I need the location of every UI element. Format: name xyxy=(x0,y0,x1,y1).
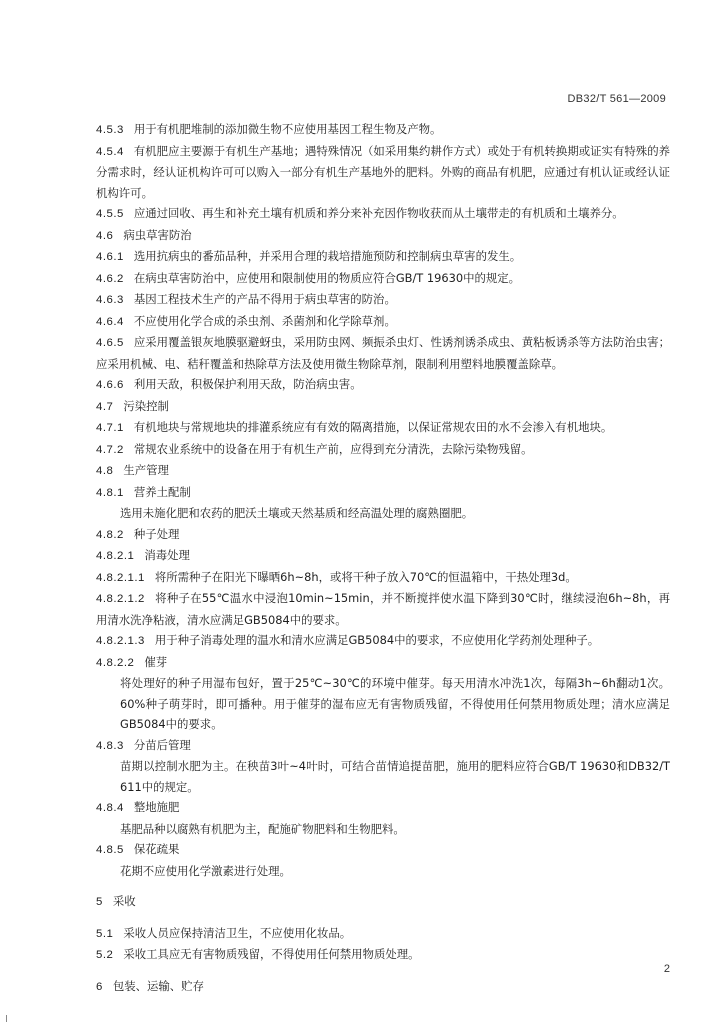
clause-4-8-2-2 xyxy=(96,652,670,674)
clause-paragraph xyxy=(96,503,670,524)
clause-4-8-1 xyxy=(96,482,670,504)
clause-text: 在病虫草害防治中，应使用和限制使用的物质应符合GB/T 19630中的规定。 xyxy=(133,270,521,285)
clause-4-7-1 xyxy=(96,417,670,439)
clause-4-8-5 xyxy=(96,839,670,861)
clause-5-1 xyxy=(96,923,670,945)
clause-text: 不应使用化学合成的杀虫剂、杀菌剂和化学除草剂。 xyxy=(133,313,396,328)
clause-text: 将种子在55℃温水中浸泡10min~15min，并不断搅拌使水温下降到30℃时，继续浸泡6h~8h，再用清水洗净粘液，清水应满足GB5084中的要求。 xyxy=(96,591,670,627)
section-spacer xyxy=(96,913,670,923)
clause-text: 用于有机肥堆制的添加微生物不应使用基因工程生物及产物。 xyxy=(133,122,442,136)
clause-text: 有机肥应主要源于有机生产基地；遇特殊情况（如采用集约耕作方式）或处于有机转换期或证实有特殊的养分需求时，经认证机构许可可以购入一部分有机生产基地外的肥料。外购的商品有机肥，应通过有机认证或经认证机构许可。 xyxy=(96,143,670,200)
clause-4-5-3 xyxy=(96,119,670,141)
clause-number: 4.8.2 xyxy=(96,528,124,541)
clause-text: 包装、运输、贮存 xyxy=(112,978,204,993)
clause-number: 4.5.3 xyxy=(96,124,124,136)
clause-number: 4.6.5 xyxy=(96,337,124,349)
clause-4-8-2-1-3 xyxy=(96,630,670,652)
clause-4-8-2-1-1 xyxy=(96,567,670,589)
clause-4-6-4 xyxy=(96,311,670,333)
clause-number: 4.8.4 xyxy=(96,802,124,814)
clause-text: 苗期以控制水肥为主。在秧苗3叶~4叶时，可结合苗情追提苗肥，施用的肥料应符合GB/T 19630和DB32/T 611中的规定。 xyxy=(120,759,670,794)
clause-number: 5.2 xyxy=(96,949,114,961)
clause-4-6-2 xyxy=(96,268,670,290)
clause-text: 采收人员应保持清洁卫生，不应使用化妆品。 xyxy=(123,925,352,940)
clause-number: 4.7 xyxy=(96,400,114,413)
clause-4-8-2-1-2 xyxy=(96,588,670,630)
clause-text: 保花疏果 xyxy=(133,842,180,856)
clause-4-5-5 xyxy=(96,203,670,225)
clause-4-6-1 xyxy=(96,246,670,268)
clause-paragraph xyxy=(96,819,670,840)
clause-4-7 xyxy=(96,396,670,418)
clause-4-8 xyxy=(96,460,670,482)
clause-text: 营养土配制 xyxy=(133,484,191,499)
standard-code-header: DB32/T 561—2009 xyxy=(567,93,666,105)
clause-number: 4.7.2 xyxy=(96,443,124,456)
clause-text: 常规农业系统中的设备在用于有机生产前，应得到充分清洗，去除污染物残留。 xyxy=(133,441,533,456)
clause-number: 4.6 xyxy=(96,229,114,242)
clause-number: 4.8.3 xyxy=(96,739,124,752)
clause-4-6-6 xyxy=(96,374,670,396)
clause-text: 消毒处理 xyxy=(144,548,190,562)
clause-number: 4.8.2.1.1 xyxy=(96,571,145,584)
scan-mark xyxy=(6,1015,7,1022)
clause-number: 4.5.5 xyxy=(96,208,124,220)
clause-5-2 xyxy=(96,944,670,966)
clause-number: 4.8 xyxy=(96,465,114,477)
clause-text: 将处理好的种子用湿布包好，置于25℃~30℃的环境中催芽。每天用清水冲洗1次，每隔3h~6h翻动1次。60%种子萌芽时，即可播种。用于催芽的湿布应无有害物质残留，不得使用任何禁用物质处理；清水应满足GB5084中的要求。 xyxy=(120,676,670,731)
clause-paragraph xyxy=(96,673,670,735)
clause-number: 4.6.6 xyxy=(96,379,124,391)
clause-text: 分苗后管理 xyxy=(133,737,191,752)
clause-text: 采收工具应无有害物质残留，不得使用任何禁用物质处理。 xyxy=(123,947,420,961)
clause-number: 4.8.1 xyxy=(96,486,124,499)
page-number: 2 xyxy=(663,963,670,975)
clause-number: 4.6.2 xyxy=(96,272,124,285)
clause-number: 4.8.2.1 xyxy=(96,550,135,562)
clause-number: 4.8.2.1.3 xyxy=(96,635,145,647)
clause-4-8-2 xyxy=(96,524,670,546)
clause-text: 选用未施化肥和农药的肥沃土壤或天然基质和经高温处理的腐熟圈肥。 xyxy=(120,506,474,520)
section-spacer xyxy=(96,966,670,976)
clause-text: 整地施肥 xyxy=(133,800,180,814)
clause-text: 应通过回收、再生和补充土壤有机质和养分来补充因作物收获而从土壤带走的有机质和土壤养分。 xyxy=(133,206,624,220)
clause-5 xyxy=(96,891,670,913)
clause-4-5-4 xyxy=(96,141,670,204)
clause-paragraph xyxy=(96,756,670,797)
clause-number: 4.6.1 xyxy=(96,251,124,263)
clause-number: 4.7.1 xyxy=(96,422,124,434)
clause-4-6-5 xyxy=(96,332,670,374)
clause-text: 种子处理 xyxy=(133,526,180,541)
clause-number: 4.8.2.2 xyxy=(96,656,135,669)
clause-number: 4.6.3 xyxy=(96,294,124,306)
clause-6 xyxy=(96,976,670,998)
clause-number: 4.5.4 xyxy=(96,145,124,158)
clause-text: 生产管理 xyxy=(123,463,169,477)
clause-text: 基肥品种以腐熟有机肥为主，配施矿物肥料和生物肥料。 xyxy=(120,821,405,836)
clause-number: 5.1 xyxy=(96,927,114,940)
clause-text: 选用抗病虫的番茄品种，并采用合理的栽培措施预防和控制病虫草害的发生。 xyxy=(133,249,522,263)
clause-number: 4.6.4 xyxy=(96,315,124,328)
clause-4-8-4 xyxy=(96,797,670,819)
clause-number: 4.8.2.1.2 xyxy=(96,593,145,605)
clause-4-6-3 xyxy=(96,289,670,311)
clause-text: 花期不应使用化学激素进行处理。 xyxy=(120,863,291,878)
clause-number: 6 xyxy=(96,980,103,993)
clause-4-7-2 xyxy=(96,439,670,461)
clause-paragraph xyxy=(96,861,670,882)
clause-text: 污染控制 xyxy=(123,398,169,413)
clause-text: 基因工程技术生产的产品不得用于病虫草害的防治。 xyxy=(133,292,396,306)
clause-text: 有机地块与常规地块的排灌系统应有有效的隔离措施，以保证常规农田的水不会渗入有机地块。 xyxy=(133,420,613,434)
clause-text: 将所需种子在阳光下曝晒6h~8h，或将干种子放入70℃的恒温箱中，干热处理3d。 xyxy=(154,569,577,584)
clause-text: 用于种子消毒处理的温水和清水应满足GB5084中的要求，不应使用化学药剂处理种子。 xyxy=(154,633,600,647)
clause-4-8-2-1 xyxy=(96,545,670,567)
clause-text: 催芽 xyxy=(144,654,168,669)
clause-text: 采收 xyxy=(112,894,136,908)
clause-text: 应采用覆盖银灰地膜驱避蚜虫，采用防虫网、频振杀虫灯、性诱剂诱杀成虫、黄粘板诱杀等方法防治虫害；应采用机械、电、秸秆覆盖和热除草方法及使用微生物除草剂，限制利用塑料地膜覆盖除草。 xyxy=(96,335,670,371)
clause-number: 5 xyxy=(96,896,103,908)
clause-4-6 xyxy=(96,225,670,247)
clause-4-8-3 xyxy=(96,735,670,757)
clause-number: 4.8.5 xyxy=(96,844,124,856)
clause-text: 病虫草害防治 xyxy=(123,227,192,242)
document-body xyxy=(96,119,670,997)
clause-text: 利用天敌，积极保护利用天敌，防治病虫害。 xyxy=(133,377,362,391)
section-spacer xyxy=(96,881,670,891)
